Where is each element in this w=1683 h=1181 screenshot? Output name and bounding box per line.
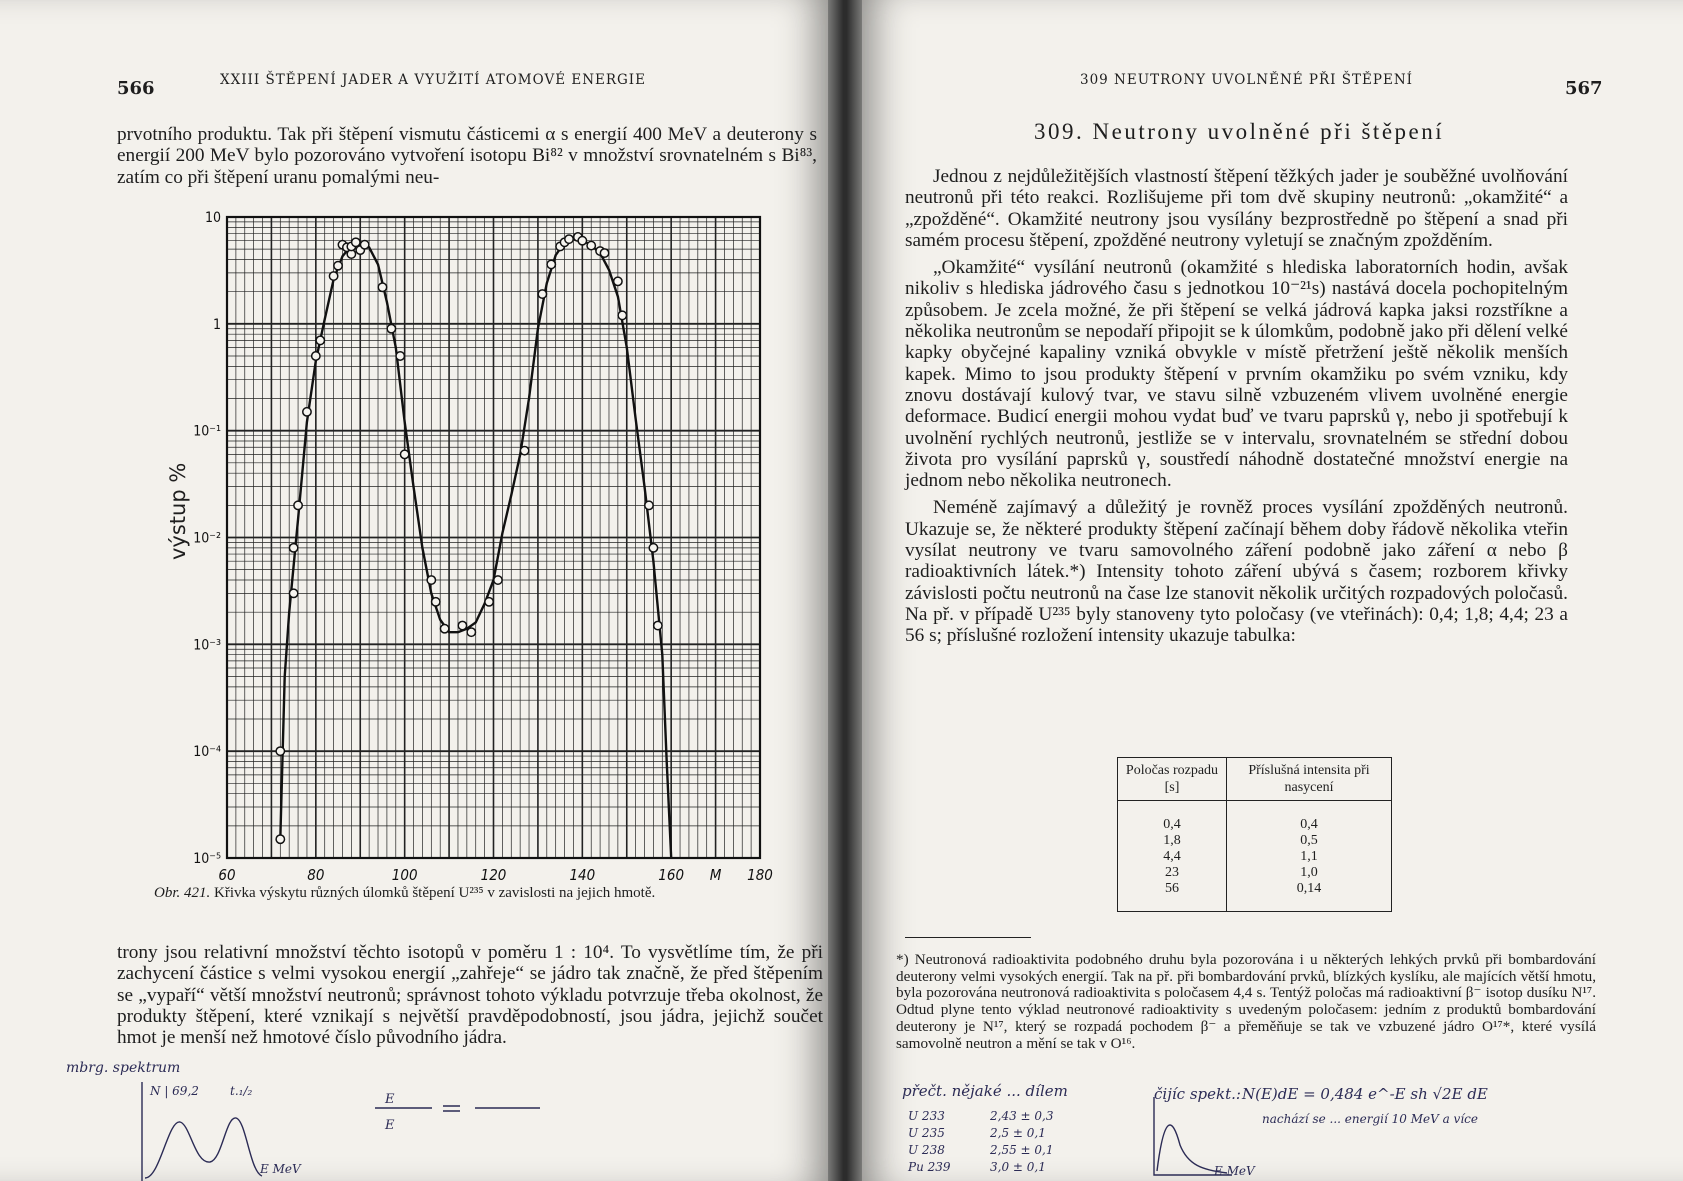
body-text <box>905 166 1568 647</box>
table-cell: 0,4 <box>1118 801 1227 834</box>
table-cell: 0,4 <box>1226 801 1391 834</box>
caption-label: Obr. 421. <box>154 885 211 901</box>
handwritten-note: přečt. nějaké ... dílem <box>902 1082 1068 1100</box>
data-point <box>654 621 662 629</box>
data-point <box>396 352 404 360</box>
data-point <box>600 249 608 257</box>
data-point <box>440 625 448 633</box>
footnote-rule <box>905 937 1031 938</box>
handwritten-note: E <box>385 1118 395 1133</box>
table-cell: 1,8 <box>1118 833 1227 849</box>
handwritten-note: E <box>385 1092 395 1107</box>
handwritten-formula: N(E)dE = 0,484 e^-E sh √2E dE <box>1242 1085 1488 1103</box>
figure-caption <box>154 885 655 902</box>
yield-chart <box>0 0 828 900</box>
data-point <box>289 544 297 552</box>
data-point <box>276 747 284 755</box>
data-point <box>547 260 555 268</box>
x-tick-label: 120 <box>480 866 507 884</box>
data-point <box>276 835 284 843</box>
table-cell: 1,0 <box>1226 865 1391 881</box>
table-cell: 1,1 <box>1226 849 1391 865</box>
handwritten-note: čijíc spekt.: <box>1154 1085 1241 1103</box>
handwritten-note: N | 69,2 <box>150 1084 199 1098</box>
paragraph-3: Neméně zajímavý a důležitý je rovněž proces vysílání zpožděných neutronů. Ukazuje se, že některé produkty štěpení začínají během doby řádově několika vteřin vysílat neutrony ve tvaru samovolného záření podobně jako záření α nebo β radioaktivních látek.*) Intensity tohoto záření ubývá s časem; rozborem křivky závislosti počtu neutronů na čase lze stanovit několik určitých rozpadových poločasů. Na př. v případě U²³⁵ byly stanoveny tyto poločasy (ve vteřinách): 0,4; 1,8; 4,4; 23 a 56 s; příslušné rozložení intensity ukazuje tabulka: <box>905 497 1568 647</box>
paragraph-text: trony jsou relativní množství těchto isotopů v poměru 1 : 10⁴. To vysvětlíme tím, že při zachycení částice s velmi vysokou energií „zahřeje“ se jádro tak značně, že před štěpením se „vypaří“ větší množství neutronů; správnost tohoto výkladu potvrzuje třeba okolnost, že produkty štěpení, které vznikají s největší pravděpodobností, jsou jádra, jejichž součet hmot je menší než hmotové číslo původního jádra. <box>117 942 823 1049</box>
data-point <box>432 598 440 606</box>
handwritten-note: t.₁/₂ <box>230 1084 253 1098</box>
data-point <box>649 544 657 552</box>
data-point <box>303 408 311 416</box>
data-point <box>614 277 622 285</box>
paragraph-text: prvotního produktu. Tak při štěpení vismutu částicemi α s energií 400 MeV a deuterony s energií 200 MeV bylo pozorováno vytvoření isotopu Bi⁸² v množství srovnatelném s Bi⁸³, zatím co při štěpení uranu pomalými neu- <box>117 124 817 188</box>
data-point <box>378 283 386 291</box>
handwritten-list: U 233 U 235 U 238 Pu 239 <box>908 1109 951 1174</box>
y-tick-label: 10⁻⁵ <box>193 851 221 867</box>
handwritten-note: E MeV <box>260 1162 301 1176</box>
equals-sign <box>443 1106 460 1111</box>
left-page <box>0 0 828 1181</box>
data-point <box>312 352 320 360</box>
data-point <box>294 501 302 509</box>
data-point <box>618 311 626 319</box>
table-cell: 0,5 <box>1226 833 1391 849</box>
table-cell: 0,14 <box>1226 881 1391 912</box>
paragraph-2: „Okamžité“ vysílání neutronů (okamžité s hlediska laboratorních hodin, avšak nikoliv s hlediska jádrového času s jednotkou 10⁻²¹s) nastává docela pochopitelným způsobem. Je zcela možné, že při štěpení se velká jádrová kapka jaksi rozstříkne a několika neutronům se nepodaří připojit se k úlomkům, podobně jako při dělení velké kapky obyčejné kapaliny vzniká obvykle v místě přetržení ještě několik menších kapek. Mimo to jsou produkty štěpení v prvním okamžiku po svém vzniku, kdy znovu dostávají kulový tvar, ve stavu silně vzbuzeném vlivem uvolněné energie deformace. Budicí energii mohou vydat buď ve tvaru paprsků γ, nebo ji spotřebují k uvolnění rychlých neutronů, jestliže se v intervalu, srovnatelném se střední dobou života pro vysílání paprsků γ, soustředí náhodně dostatečné množství energie na jednom nebo několika neutronech. <box>905 257 1568 492</box>
book-gutter <box>828 0 862 1181</box>
data-point <box>387 325 395 333</box>
data-point <box>587 241 595 249</box>
table-row <box>1118 881 1392 912</box>
data-point <box>565 235 573 243</box>
x-tick-label: 140 <box>569 866 596 884</box>
paragraph-1: Jednou z nejdůležitějších vlastností štěpení těžkých jader je souběžné uvolňování neutronů při této reakci. Rozlišujeme při tom dvě skupiny neutronů: „okamžité“ a „zpožděné“. Okamžité neutrony jsou vysílány bezprostředně po štěpení a snad při samém procesu štěpení, zpožděné neutrony vyletují se značným zpožděním. <box>905 166 1568 251</box>
footnote: *) Neutronová radioaktivita podobného druhu byla pozorována i u některých lehkých prvků při bombardování deuterony velmi vysokých energií. Tak na př. při bombardování prvků, blízkých kyslíku, ale majících větší hmotu, byla pozorována neutronová radioaktivita s poločasem 4,4 s. Tentýž poločas má radioaktivní β⁻ isotop dusíku N¹⁷. Odtud plyne tento výklad neutronové radioaktivity s uvedeným poločasem: jedním z produktů bombardování deuterony je N¹⁷, který se rozpadá pochodem β⁻ a přeměňuje se tak ve vzbuzené jádro O¹⁷*, které vysílá samovolně neutron a mění se tak v O¹⁶. <box>896 951 1596 1052</box>
x-tick-label: 60 <box>218 866 236 884</box>
data-point <box>427 576 435 584</box>
bottom-paragraph <box>117 942 823 1048</box>
table-header-row <box>1118 758 1392 801</box>
data-point <box>329 272 337 280</box>
data-point <box>645 501 653 509</box>
data-point <box>360 241 368 249</box>
data-point <box>334 262 342 270</box>
section-title: 309. Neutrony uvolněné při štěpení <box>1034 119 1445 144</box>
x-tick-label: 180 <box>747 866 773 884</box>
data-point <box>494 576 502 584</box>
table-cell: 23 <box>1118 865 1227 881</box>
x-tick-label: 100 <box>391 866 418 884</box>
data-point <box>458 621 466 629</box>
data-point <box>289 589 297 597</box>
table-row <box>1118 833 1392 849</box>
page-number: 567 <box>1565 78 1603 99</box>
table-row <box>1118 849 1392 865</box>
column-header: Příslušná intensita při nasycení <box>1226 758 1391 801</box>
table-row <box>1118 865 1392 881</box>
x-tick-label: 80 <box>307 866 325 884</box>
handwritten-note: nachází se ... energií 10 MeV a více <box>1262 1112 1478 1126</box>
y-tick-label: 10⁻³ <box>193 637 221 654</box>
right-page <box>862 0 1683 1181</box>
x-axis-note: M <box>709 866 722 884</box>
running-head: XXIII ŠTĚPENÍ JADER A VYUŽITÍ ATOMOVÉ ENERGIE <box>220 72 646 88</box>
handwritten-list: 2,43 ± 0,3 2,5 ± 0,1 2,55 ± 0,1 3,0 ± 0,1 <box>990 1109 1054 1174</box>
half-life-table <box>1117 757 1392 912</box>
data-point <box>467 628 475 636</box>
data-point <box>520 446 528 454</box>
handwritten-notes-left <box>0 1060 828 1181</box>
data-point <box>538 290 546 298</box>
x-tick-label: 160 <box>658 866 685 884</box>
caption-text: Křivka výskytu různých úlomků štěpení U²³⁵ v zavislosti na jejich hmotě. <box>214 885 656 901</box>
y-tick-label: 1 <box>212 316 221 333</box>
sketch-curve <box>145 1118 262 1178</box>
data-point <box>578 237 586 245</box>
handwritten-note: mbrg. spektrum <box>66 1060 181 1076</box>
y-tick-label: 10⁻² <box>193 530 221 547</box>
y-tick-label: 10⁻⁴ <box>193 744 221 761</box>
page-number: 566 <box>117 78 155 99</box>
table-cell: 4,4 <box>1118 849 1227 865</box>
data-point <box>485 598 493 606</box>
table-cell: 56 <box>1118 881 1227 912</box>
data-point <box>352 238 360 246</box>
y-axis-label: výstup % <box>166 462 190 560</box>
column-header: Poločas rozpadu [s] <box>1118 758 1227 801</box>
y-tick-label: 10⁻¹ <box>193 423 221 440</box>
y-tick-label: 10 <box>204 210 221 226</box>
running-head: 309 NEUTRONY UVOLNĚNÉ PŘI ŠTĚPENÍ <box>1080 72 1413 88</box>
data-point <box>316 336 324 344</box>
table-row <box>1118 801 1392 834</box>
handwritten-note: E MeV <box>1214 1164 1255 1178</box>
data-point <box>400 450 408 458</box>
